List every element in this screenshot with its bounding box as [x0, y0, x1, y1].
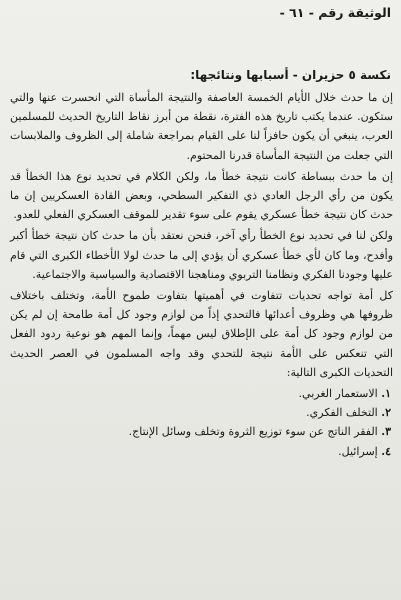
- list-item-text: الفقر الناتج عن سوء توزيع الثروة وتخلف وسائل الإنتاج.: [128, 425, 378, 439]
- section-title: نكسة ٥ حزيران - أسبابها ونتائجها:: [190, 68, 391, 82]
- list-item-number: ٤.: [381, 444, 391, 458]
- paragraph-3: ولكن لنا في تحديد نوع الخطأ رأي آخر، فنحن نعتقد بأن ما حدث كان نتيجة خطأ أكبر وأفدح، وما كان لأي خطأ عسكري أن يؤدي إلى ما حدث لولا الأخطاء الكبرى التي قام عليها وجودنا الفكري ونظامنا التربوي ومناهجنا الاقتصادية والسياسية والاجتماعية.: [10, 229, 393, 281]
- document-number-heading: الوثيقة رقم - ٦١ -: [279, 5, 391, 20]
- list-item: [10, 422, 391, 441]
- list-item-text: الاستعمار الغربي.: [298, 387, 378, 401]
- paragraph-2: إن ما حدث ببساطة كانت نتيجة خطأ ما، ولكن الكلام في تحديد نوع هذا الخطأ قد يكون من رأي الرجل العادي ذي التفكير السطحي، وبعض القادة العسكريين إن ما حدث كان نتيجة خطأ عسكري يقوم على سوء تقدير للموقف العسكري الفعلي للعدو.: [10, 169, 393, 222]
- paragraph-4: كل أمة تواجه تحديات تتفاوت في أهميتها بتفاوت طموح الأمة، وتختلف باختلاف ظروفها هي وظروف أعدائها فالتحدي إذاً من لوازم وجود كل أمة طامحة إن لم يكن من لوازم وجود كل أمة على الإطلاق ليس مهماً، وإنما المهم هو نوعية ردود الفعل التي تنعكس على الأمة نتيجة للتحدي وقد واجه المسلمون في العصر الحديث التحديات الكبرى التالية:: [10, 289, 393, 379]
- paragraph-1: إن ما حدث خلال الأيام الخمسة العاصفة والنتيجة المأساة التي انحسرت عنها والتي ستكون. عندما يكتب تاريخ هذه الفترة، نقطة من أبرز نقاط التاريخ الحديث للمسلمين العرب، ينبغي أن يكون حافزاً لنا على القيام بمراجعة شاملة إلى الظروف والملابسات التي جعلت من النتيجة المأساة قدرنا المحتوم.: [10, 91, 393, 162]
- list-item: [10, 403, 391, 422]
- list-item-text: التخلف الفكري.: [306, 406, 378, 420]
- challenges-list: [10, 384, 393, 461]
- list-item-number: ٢.: [381, 406, 391, 420]
- list-item-number: ١.: [381, 387, 391, 401]
- list-item-number: ٣.: [381, 425, 391, 439]
- list-item-text: إسرائيل.: [338, 444, 378, 458]
- list-item: [10, 384, 391, 403]
- list-item: [10, 442, 391, 461]
